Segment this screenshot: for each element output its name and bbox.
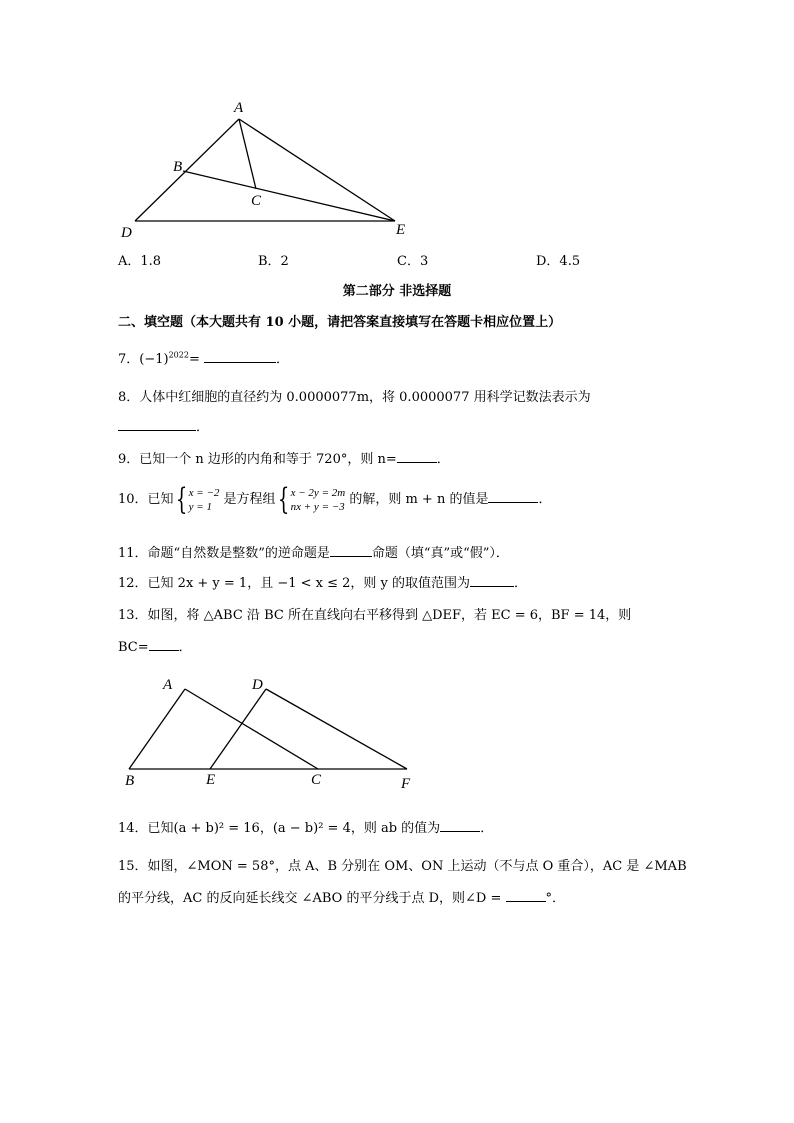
question-7: 7．$(-1)^{2022}=$ ． (118, 350, 290, 367)
question-11: 11．命题“自然数是整数”的逆命题是 命题（填“真”或“假”）． (118, 546, 509, 561)
segment-df (266, 689, 407, 769)
label-e: E (206, 772, 216, 788)
answer-blank-13 (149, 638, 179, 651)
answer-blank-7 (204, 350, 276, 363)
question-8: 8．人体中红细胞的直径约为 0.0000077m，将 0.0000077 用科学记数法表示为 (118, 390, 591, 405)
part2-title: 第二部分 非选择题 (342, 284, 452, 299)
option-a: A．1.8 (118, 254, 162, 269)
question-15-line2: 的平分线，AC 的反向延长线交 ∠ABO 的平分线于点 D，则∠D = °． (118, 891, 566, 906)
segment-ac (185, 689, 318, 769)
segment-da (135, 119, 239, 221)
answer-blank-11 (330, 544, 372, 557)
question-10: 10．已知{ x = −2 y = 1 是方程组{ x − 2y = 2m nx + y = −3 的解，则 m + n 的值是 ． (118, 481, 552, 517)
answer-blank-9 (397, 450, 437, 463)
label-a: A (163, 677, 173, 693)
segment-be (183, 171, 395, 221)
label-b: B (125, 773, 135, 789)
label-d: D (121, 225, 132, 241)
question-15: 15．如图，∠MON = 58°，点 A、B 分别在 OM、ON 上运动（不与点 O 重合），AC 是 ∠MAB (118, 859, 687, 874)
section2-title: 二、填空题（本大题共有 10 小题，请把答案直接填写在答题卡相应位置上） (118, 315, 562, 330)
figure-translation (115, 668, 425, 798)
question-13-answer: BC= ． (118, 640, 192, 655)
question-9: 9．已知一个 n 边形的内角和等于 720°，则 n= ． (118, 452, 450, 467)
answer-blank-12 (470, 574, 514, 587)
label-c: C (251, 193, 262, 209)
answer-blank-14 (440, 819, 480, 832)
answer-blank-15 (506, 889, 546, 902)
segment-ae (239, 119, 395, 221)
option-c: C．3 (397, 254, 429, 269)
label-e: E (396, 222, 406, 238)
question-8-answer: ． (118, 416, 209, 435)
label-f: F (401, 776, 411, 792)
figure-triangle-ade (110, 95, 430, 245)
answer-blank-8 (118, 418, 196, 431)
label-d: D (252, 677, 263, 693)
answer-blank-10 (488, 490, 538, 503)
label-a: A (234, 100, 244, 116)
question-13: 13．如图，将 △ABC 沿 BC 所在直线向右平移得到 △DEF，若 EC = 6，BF = 14，则 (118, 608, 632, 623)
option-d: D．4.5 (536, 254, 581, 269)
segment-ed (210, 689, 266, 769)
segment-ba (129, 689, 185, 769)
label-b: B (173, 159, 183, 175)
question-14: 14．已知(a + b)² = 16，(a − b)² = 4，则 ab 的值为 ． (118, 821, 494, 836)
option-b: B．2 (258, 254, 289, 269)
segment-ac (239, 119, 256, 189)
label-c: C (311, 772, 322, 788)
question-12: 12．已知 2x + y = 1，且 −1 < x ≤ 2，则 y 的取值范围为 ． (118, 576, 528, 591)
